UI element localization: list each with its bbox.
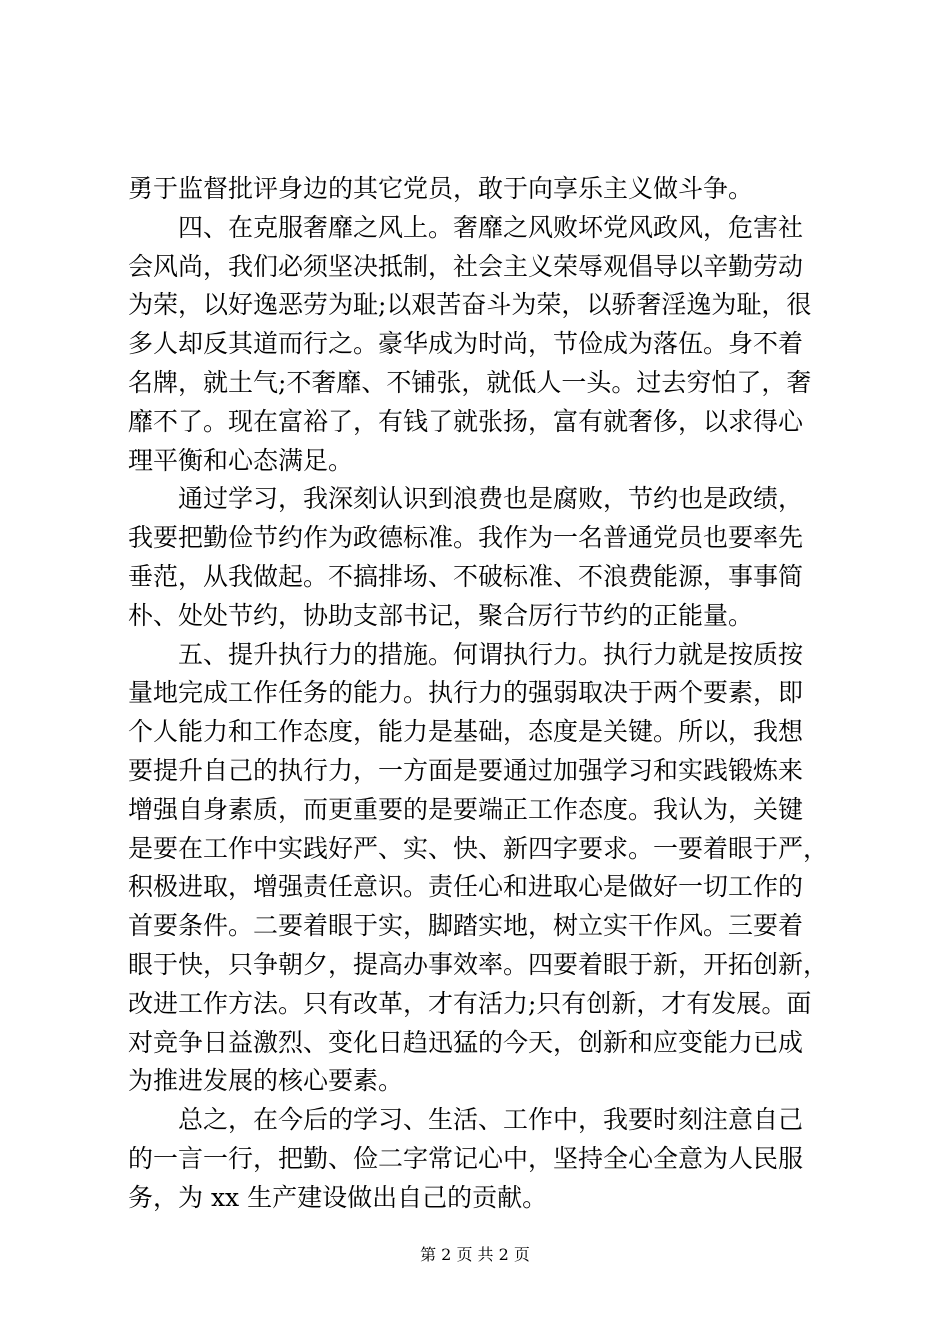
text-line: 名牌，就土气;不奢靡、不铺张，就低人一头。过去穷怕了，奢 [128, 367, 812, 397]
text-line: 首要条件。二要着眼于实，脚踏实地，树立实干作风。三要着 [128, 911, 804, 941]
page-footer: 第 2 页 共 2 页 [420, 1245, 530, 1264]
text-line: 为荣，以好逸恶劳为耻;以艰苦奋斗为荣，以骄奢淫逸为耻，很 [128, 290, 812, 320]
text-line: 会风尚，我们必须坚决抵制，社会主义荣辱观倡导以辛勤劳动 [128, 251, 804, 281]
text-line: 勇于监督批评身边的其它党员，敢于向享乐主义做斗争。 [128, 174, 754, 203]
text-line: 积极进取，增强责任意识。责任心和进取心是做好一切工作的 [128, 872, 804, 902]
document-body [128, 170, 828, 1218]
text-line: 要提升自己的执行力，一方面是要通过加强学习和实践锻炼来 [128, 755, 804, 785]
text-line: 为推进发展的核心要素。 [128, 1066, 404, 1096]
text-line: 增强自身素质，而更重要的是要端正工作态度。我认为，关键 [128, 794, 804, 824]
text-line: 理平衡和心态满足。 [128, 445, 354, 475]
text-line: 朴、处处节约，协助支部书记，聚合厉行节约的正能量。 [128, 600, 754, 630]
text-line: 眼于快，只争朝夕，提高办事效率。四要着眼于新，开拓创新， [128, 949, 829, 979]
text-line: 个人能力和工作态度，能力是基础，态度是关键。所以，我想 [128, 717, 804, 747]
text-line: 我要把勤俭节约作为政德标准。我作为一名普通党员也要率先 [128, 523, 804, 553]
paragraph-start-line: 通过学习，我深刻认识到浪费也是腐败，节约也是政绩， [178, 484, 804, 514]
paragraph-start-line: 总之，在今后的学习、生活、工作中，我要时刻注意自己 [178, 1105, 804, 1135]
paragraph-start-line: 四、在克服奢靡之风上。奢靡之风败坏党风政风，危害社 [178, 212, 804, 242]
text-line: 务，为 xx 生产建设做出自己的贡献。 [128, 1182, 548, 1212]
text-line: 靡不了。现在富裕了，有钱了就张扬，富有就奢侈，以求得心 [128, 406, 804, 436]
text-line: 垂范，从我做起。不搞排场、不破标准、不浪费能源，事事简 [128, 561, 804, 591]
text-line: 改进工作方法。只有改革，才有活力;只有创新，才有发展。面 [128, 988, 812, 1018]
text-line: 多人却反其道而行之。豪华成为时尚，节俭成为落伍。身不着 [128, 329, 804, 359]
text-line: 的一言一行，把勤、俭二字常记心中，坚持全心全意为人民服 [128, 1143, 804, 1173]
text-line: 是要在工作中实践好严、实、快、新四字要求。一要着眼于严， [128, 833, 829, 863]
paragraph-start-line: 五、提升执行力的措施。何谓执行力。执行力就是按质按 [178, 639, 804, 669]
text-line: 量地完成工作任务的能力。执行力的强弱取决于两个要素，即 [128, 678, 804, 708]
text-line: 对竞争日益激烈、变化日趋迅猛的今天，创新和应变能力已成 [128, 1027, 804, 1057]
